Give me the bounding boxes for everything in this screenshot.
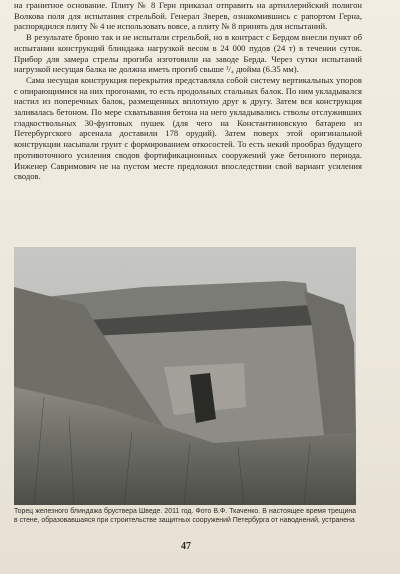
- paragraph-3: Сама несущая конструкция перекрытия представляла собой систему вертикальных упоров с опирающимися на них прогонами, то есть продольных стальных балок. По ним укладывался настил из поперечных балок, размещенных вплотную друг к другу. Затем вся конструкция заливалась бетоном. По мере схватывания бетона на него укладывались стволы отслуживших гладкоствольных 30-фунтовых пушек (для чего на Константиновскую батарею из Петербургского арсенала доставили 178 орудий). Затем поверх этой оригинальной конструкции насыпали грунт с формированием откосостей. То есть некий прообраз будущего противоточного усиления сводов фортификационных сооружений уже бетонного периода. Инженер Савримович не на пустом месте предложил впоследствии свой вариант усиления сводов.: [14, 74, 362, 182]
- photo-caption: Торец железного блиндажа брустверa Шведе. 2011 год. Фото В.Ф. Ткаченко. В настоящее время трещина в стене, образовавшаяся при строительстве защитных сооружений Петербурга от наводнений, устранена: [14, 508, 356, 524]
- paragraph-1: на гранитное основание. Плиту № 8 Герн приказал отправить на артиллерийский полигон Волкова поля для испытания стрельбой. Генерал Зверев, ознакомившись с рапортом Герна, распорядился плиту № 4 не использовать вовсе, а плиту № 8 принять для испытаний.: [14, 0, 362, 32]
- paragraph-2: В результате броню так и не испытали стрельбой, но в контраст с Бердом внесли пункт об испытании конструкций блиндажа нагрузкой весом в 24 000 пудов (24 т) в течении суток. Прибор для замера стрелы прогиба изготовили на заводе Берда. Через сутки испытаний нагрузкой несущая балка не должна иметь прогиб свыше ¹/₄ дюйма (6.35 мм).: [14, 32, 362, 75]
- blindage-photo: [14, 247, 356, 505]
- body-text: [14, 0, 362, 182]
- page-number: 47: [181, 541, 191, 552]
